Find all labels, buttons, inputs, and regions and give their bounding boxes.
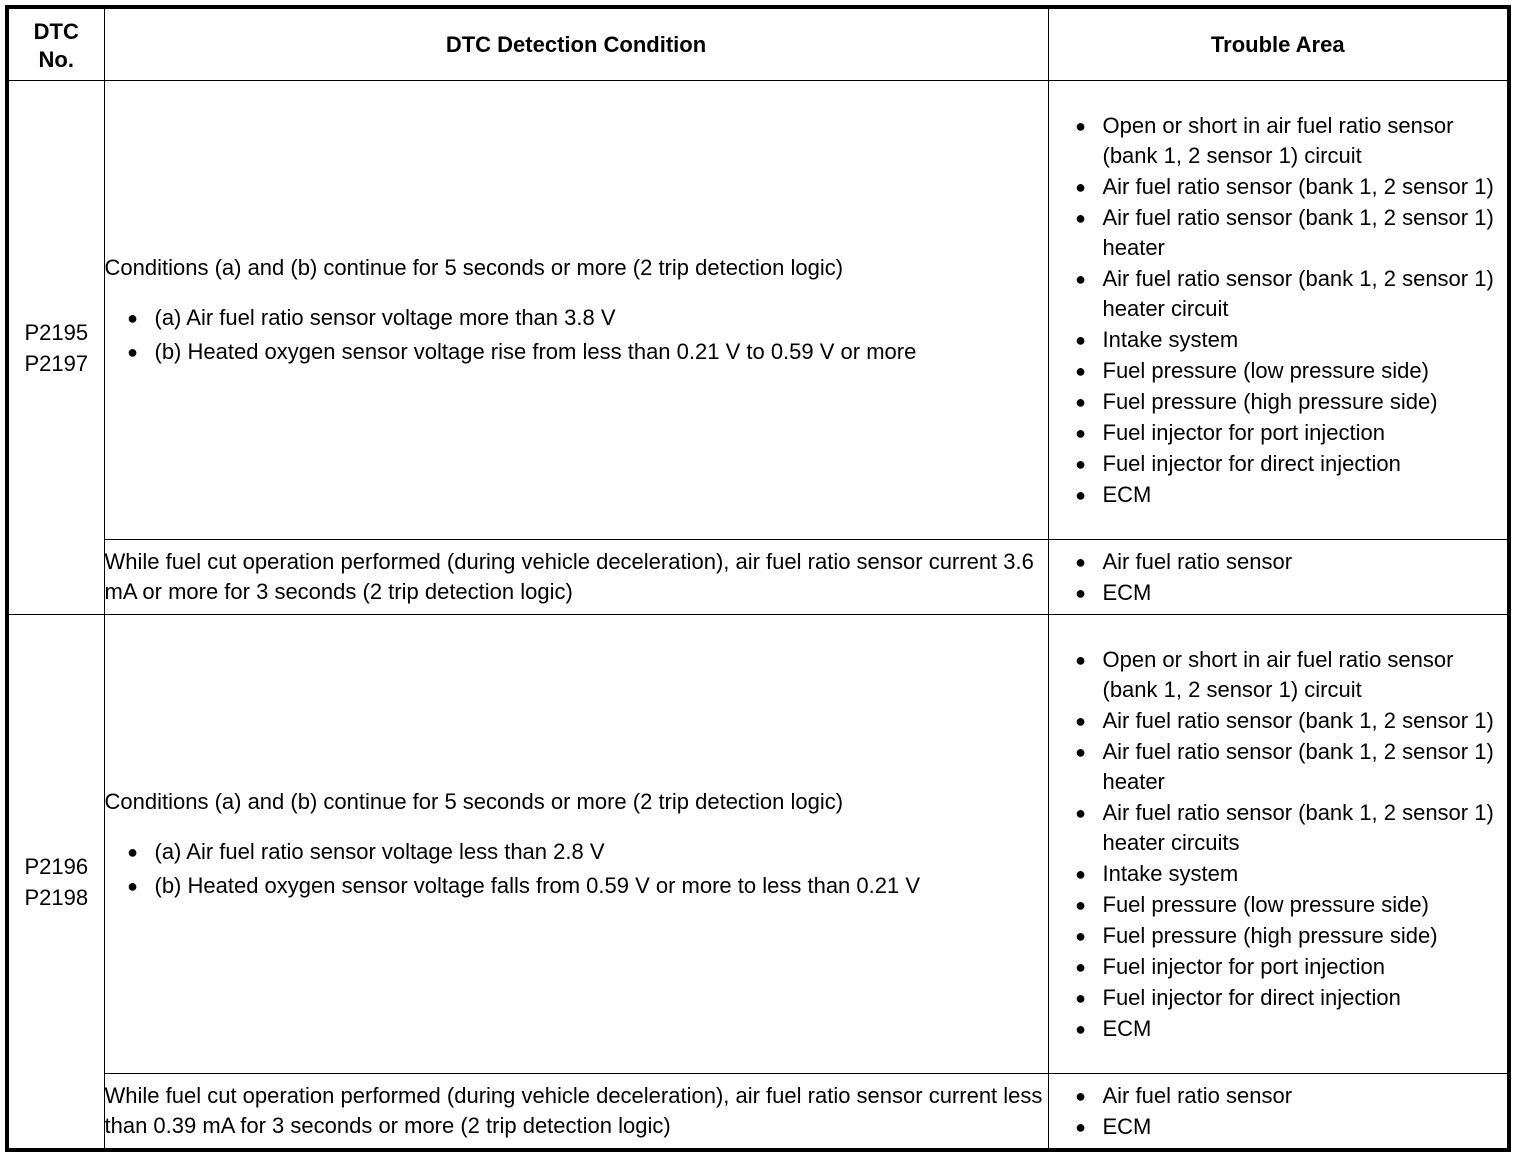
condition-list — [105, 301, 1048, 369]
table-row — [7, 615, 1509, 1074]
list-item — [1071, 706, 1508, 736]
dtc-code: P2197 — [24, 350, 89, 376]
bullet-icon: ● — [1075, 1085, 1086, 1106]
list-item — [1071, 645, 1508, 705]
trouble-area-text: Air fuel ratio sensor — [1102, 548, 1293, 574]
list-item — [1071, 418, 1508, 448]
trouble-area-text: ECM — [1102, 481, 1152, 507]
fuel-cut-condition-cell: While fuel cut operation performed (during vehicle deceleration), air fuel ratio sensor current less than 0.39 mA for 3 seconds or more (2 trip detection logic) — [104, 1074, 1048, 1151]
bullet-icon: ● — [1075, 987, 1086, 1008]
list-item — [1071, 859, 1508, 889]
trouble-area-text: Fuel injector for port injection — [1102, 419, 1385, 445]
list-item — [1071, 952, 1508, 982]
trouble-area-text: Air fuel ratio sensor (bank 1, 2 sensor 1) heater — [1102, 738, 1494, 794]
list-item — [1071, 111, 1508, 171]
trouble-area-text: Fuel pressure (low pressure side) — [1102, 891, 1429, 917]
dtc-code-cell — [7, 81, 104, 615]
dtc-code: P2196 — [24, 853, 89, 879]
condition-intro: Conditions (a) and (b) continue for 5 seconds or more (2 trip detection logic) — [104, 254, 844, 280]
condition-list — [105, 835, 1048, 903]
bullet-icon: ● — [127, 875, 138, 896]
detection-condition-cell — [104, 615, 1048, 1074]
bullet-icon: ● — [1075, 649, 1086, 670]
list-item — [1071, 172, 1508, 202]
table-row — [7, 81, 1509, 540]
bullet-icon: ● — [1075, 329, 1086, 350]
trouble-area-text: Fuel injector for direct injection — [1102, 450, 1401, 476]
trouble-area-list — [1049, 645, 1508, 1044]
trouble-area-text: Intake system — [1102, 326, 1239, 352]
list-item — [1071, 264, 1508, 324]
list-item — [123, 301, 1048, 335]
dtc-code: P2195 — [24, 319, 89, 345]
bullet-icon: ● — [1075, 582, 1086, 603]
list-item — [1071, 325, 1508, 355]
list-item — [1071, 203, 1508, 263]
bullet-icon: ● — [1075, 894, 1086, 915]
bullet-icon: ● — [1075, 863, 1086, 884]
trouble-area-text: Air fuel ratio sensor (bank 1, 2 sensor 1) heater — [1102, 204, 1494, 260]
trouble-area-text: Air fuel ratio sensor (bank 1, 2 sensor 1) heater circuits — [1102, 799, 1494, 855]
list-item — [1071, 480, 1508, 510]
bullet-icon: ● — [1075, 453, 1086, 474]
bullet-icon: ● — [1075, 925, 1086, 946]
bullet-icon: ● — [1075, 741, 1086, 762]
detection-condition-cell — [104, 81, 1048, 540]
header-trouble-area: Trouble Area — [1048, 7, 1509, 81]
trouble-area-text: Air fuel ratio sensor — [1102, 1082, 1293, 1108]
list-item — [1071, 356, 1508, 386]
trouble-area-text: ECM — [1102, 1113, 1152, 1139]
list-item — [1071, 387, 1508, 417]
header-dtc-no — [7, 7, 104, 81]
bullet-icon: ● — [1075, 176, 1086, 197]
list-item — [1071, 798, 1508, 858]
condition-text: (b) Heated oxygen sensor voltage rise from less than 0.21 V to 0.59 V or more — [154, 338, 917, 364]
bullet-icon: ● — [1075, 1018, 1086, 1039]
trouble-area-list — [1049, 547, 1508, 608]
bullet-icon: ● — [1075, 710, 1086, 731]
trouble-area-text: Fuel pressure (high pressure side) — [1102, 388, 1438, 414]
list-item — [1071, 890, 1508, 920]
list-item — [1071, 921, 1508, 951]
list-item — [1071, 1014, 1508, 1044]
bullet-icon: ● — [1075, 115, 1086, 136]
trouble-area-list — [1049, 111, 1508, 510]
bullet-icon: ● — [1075, 551, 1086, 572]
bullet-icon: ● — [1075, 802, 1086, 823]
trouble-area-text: Fuel pressure (high pressure side) — [1102, 922, 1438, 948]
list-item — [1071, 547, 1508, 577]
dtc-code-cell — [7, 615, 104, 1151]
bullet-icon: ● — [1075, 391, 1086, 412]
list-item — [1071, 1081, 1508, 1111]
bullet-icon: ● — [1075, 956, 1086, 977]
dtc-table — [5, 5, 1511, 1152]
trouble-area-cell — [1048, 1074, 1509, 1151]
trouble-area-text: ECM — [1102, 1015, 1152, 1041]
trouble-area-cell — [1048, 615, 1509, 1074]
bullet-icon: ● — [1075, 268, 1086, 289]
bullet-icon: ● — [127, 307, 138, 328]
header-dtc-no-line2: No. — [38, 46, 74, 72]
list-item — [123, 835, 1048, 869]
list-item — [123, 335, 1048, 369]
dtc-code: P2198 — [24, 884, 89, 910]
bullet-icon: ● — [127, 341, 138, 362]
trouble-area-cell — [1048, 540, 1509, 615]
bullet-icon: ● — [1075, 360, 1086, 381]
bullet-icon: ● — [127, 841, 138, 862]
bullet-icon: ● — [1075, 484, 1086, 505]
condition-text: (b) Heated oxygen sensor voltage falls from 0.59 V or more to less than 0.21 V — [154, 872, 921, 898]
list-item — [1071, 578, 1508, 608]
list-item — [1071, 737, 1508, 797]
trouble-area-text: Air fuel ratio sensor (bank 1, 2 sensor 1) — [1102, 707, 1494, 733]
trouble-area-text: Air fuel ratio sensor (bank 1, 2 sensor 1) heater circuit — [1102, 265, 1494, 321]
list-item — [1071, 449, 1508, 479]
table-row — [7, 1074, 1509, 1151]
table-row — [7, 540, 1509, 615]
bullet-icon: ● — [1075, 1116, 1086, 1137]
trouble-area-text: Open or short in air fuel ratio sensor (bank 1, 2 sensor 1) circuit — [1102, 646, 1454, 702]
header-detection-condition: DTC Detection Condition — [104, 7, 1048, 81]
trouble-area-text: ECM — [1102, 579, 1152, 605]
bullet-icon: ● — [1075, 422, 1086, 443]
trouble-area-text: Air fuel ratio sensor (bank 1, 2 sensor 1) — [1102, 173, 1494, 199]
trouble-area-text: Intake system — [1102, 860, 1239, 886]
trouble-area-cell — [1048, 81, 1509, 540]
bullet-icon: ● — [1075, 207, 1086, 228]
list-item — [123, 869, 1048, 903]
condition-text: (a) Air fuel ratio sensor voltage less than 2.8 V — [154, 838, 605, 864]
table-header-row — [7, 7, 1509, 81]
fuel-cut-condition-cell: While fuel cut operation performed (during vehicle deceleration), air fuel ratio sensor current 3.6 mA or more for 3 seconds (2 trip detection logic) — [104, 540, 1048, 615]
condition-text: (a) Air fuel ratio sensor voltage more than 3.8 V — [154, 304, 616, 330]
trouble-area-text: Open or short in air fuel ratio sensor (bank 1, 2 sensor 1) circuit — [1102, 112, 1454, 168]
list-item — [1071, 983, 1508, 1013]
trouble-area-text: Fuel injector for direct injection — [1102, 984, 1401, 1010]
trouble-area-text: Fuel pressure (low pressure side) — [1102, 357, 1429, 383]
header-dtc-no-line1: DTC — [33, 18, 79, 44]
list-item — [1071, 1112, 1508, 1142]
trouble-area-text: Fuel injector for port injection — [1102, 953, 1385, 979]
trouble-area-list — [1049, 1081, 1508, 1142]
condition-intro: Conditions (a) and (b) continue for 5 seconds or more (2 trip detection logic) — [104, 788, 844, 814]
